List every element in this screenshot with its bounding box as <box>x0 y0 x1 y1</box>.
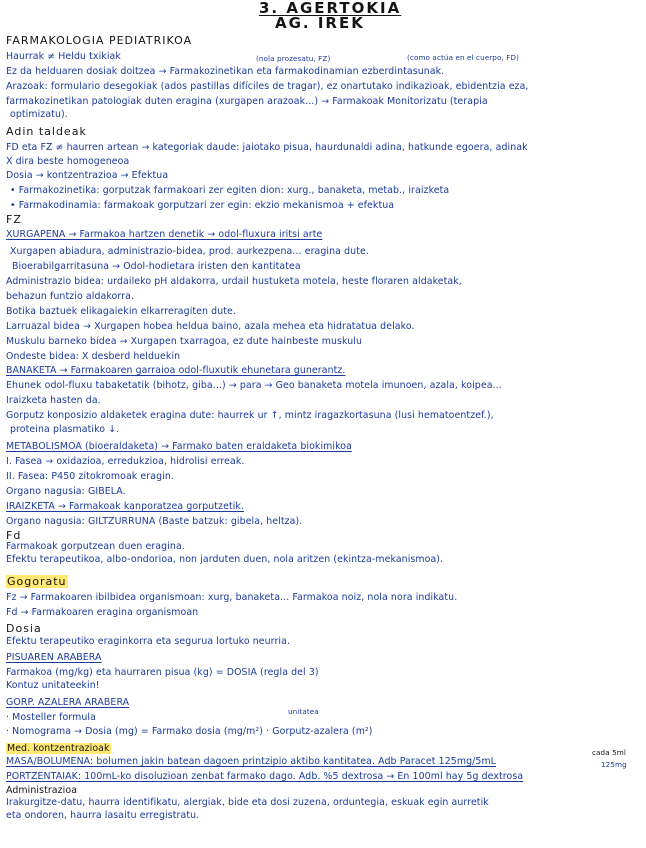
note-line: II. Fasea: P450 zitokromoak eragin. <box>6 471 174 482</box>
note-line: GORP. AZALERA ARABERA <box>6 697 130 708</box>
note-line: Bioerabilgarritasuna → Odol-hodietara iristen den kantitatea <box>12 261 301 272</box>
note-line: • Farmakodinamia: farmakoak gorputzari zer egin: ekzio mekanismoa + efektua <box>10 200 395 211</box>
note-line: Fd → Farmakoaren eragina organismoan <box>6 607 199 618</box>
note-line: Ehunek odol-fluxu tabaketatik (bihotz, giba...) → para → Geo banaketa motela imunoen, azala, koipea... <box>6 380 502 391</box>
section-heading: FZ <box>6 213 22 226</box>
note-line: Muskulu barneko bidea → Xurgapen txarragoa, ez dute hainbeste muskulu <box>6 336 363 347</box>
note-aside: 125mg <box>601 760 627 769</box>
section-heading: FARMAKOLOGIA PEDIATRIKOA <box>6 34 193 47</box>
note-line: Efektu terapeutiko eraginkorra eta segurua lortuko neurria. <box>6 636 291 647</box>
note-line: Botika baztuek elikagaiekin elkarreragiten dute. <box>6 306 236 317</box>
note-line: Efektu terapeutikoa, albo-ondorioa, non jarduten duen, nola aritzen (ekintza-mekanismoa). <box>6 554 444 565</box>
note-line: farmakozinetikan patologiak duten eragina (xurgapen arazoak...) → Farmakoak Monitorizatu (terapia <box>6 96 488 107</box>
note-line: IRAIZKETA → Farmakoak kanporatzea gorputzetik. <box>6 501 245 512</box>
page-subtitle: AG. IREK <box>275 14 365 32</box>
note-line: · Nomograma → Dosia (mg) = Farmako dosia (mg/m²) · Gorputz-azalera (m²) <box>6 726 373 737</box>
note-line: Irakurgitze-datu, haurra identifikatu, alergiak, bide eta dosi zuzena, orduntegia, eskuak egin aurretik <box>6 797 489 808</box>
section-heading <box>6 743 111 755</box>
note-line: • Farmakozinetika: gorputzak farmakoari zer egiten dion: xurg., banaketa, metab., iraizketa <box>10 185 450 196</box>
note-line: BANAKETA → Farmakoaren garraioa odol-fluxutik ehunetara gunerantz. <box>6 365 346 376</box>
note-line: I. Fasea → oxidazioa, erredukzioa, hidrolisi erreak. <box>6 456 245 467</box>
note-line: Xurgapen abiadura, administrazio-bidea, prod. aurkezpena... eragina dute. <box>10 246 369 257</box>
note-line: Organo nagusia: GILTZURRUNA (Baste batzuk: gibela, heltza). <box>6 516 303 527</box>
note-line: behazun funtzio aldakorra. <box>6 291 135 302</box>
page-title: 3. AGERTOKIA <box>259 0 402 17</box>
note-line: XURGAPENA → Farmakoa hartzen denetik → odol-fluxura iritsi arte <box>6 229 323 240</box>
note-line: Fz → Farmakoaren ibilbidea organismoan: xurg, banaketa... Farmakoa noiz, nola nora indikatu. <box>6 592 458 603</box>
section-heading: Fd <box>6 529 22 542</box>
highlighted-heading: Gogoratu <box>7 575 67 588</box>
note-line: Administrazio bidea: urdaileko pH aldakorra, urdail hustuketa motela, heste floraren aldaketak, <box>6 276 462 287</box>
note-aside: unitatea <box>288 707 319 716</box>
section-heading: Adin taldeak <box>6 125 87 138</box>
section-heading: Dosia <box>6 622 42 635</box>
note-line: PISUAREN ARABERA <box>6 652 102 663</box>
note-line: eta ondoren, haurra lasaitu erregistratu. <box>6 810 200 821</box>
note-line: FD eta FZ ≠ haurren artean → kategoriak daude: jaiotako pisua, haurdunaldi adina, hatkunde egoera, adinak <box>6 142 528 153</box>
note-aside: (nola prozesatu, FZ) <box>256 54 331 63</box>
note-line: PORTZENTAIAK: 100mL-ko disoluzioan zenbat farmako dago. Adb. %5 dextrosa → En 100ml hay 5g dextrosa <box>6 771 524 782</box>
note-line: Ondeste bidea: X desberd helduekin <box>6 351 181 362</box>
note-aside: cada 5ml <box>592 748 626 757</box>
note-line: Haurrak ≠ Heldu txikiak <box>6 51 121 62</box>
note-line: optimizatu). <box>10 109 68 120</box>
note-line: Kontuz unitateekin! <box>6 680 100 691</box>
note-line: METABOLISMOA (bioeraldaketa) → Farmako baten eraldaketa biokimikoa <box>6 441 352 452</box>
note-line: Ez da helduaren dosiak doitzea → Farmakozinetikan eta farmakodinamian ezberdintasunak. <box>6 66 445 77</box>
note-line: Gorputz konposizio aldaketek eragina dute: haurrek ur ↑, mintz iragazkortasuna (lusi hematoentzef.), <box>6 410 494 421</box>
note-line: proteina plasmatiko ↓. <box>10 424 120 435</box>
note-line: Farmakoa (mg/kg) eta haurraren pisua (kg) = DOSIA (regla del 3) <box>6 667 319 678</box>
note-aside: (como actúa en el cuerpo, FD) <box>407 53 520 62</box>
highlighted-heading: Med. kontzentrazioak <box>7 743 110 754</box>
section-heading <box>6 576 68 588</box>
note-line: Dosia → kontzentrazioa → Efektua <box>6 170 169 181</box>
note-line: X dira beste homogeneoa <box>6 156 130 167</box>
note-line: Iraizketa hasten da. <box>6 395 101 406</box>
note-line: · Mosteller formula <box>6 712 96 723</box>
section-heading: Administrazioa <box>6 785 78 796</box>
note-line: Farmakoak gorputzean duen eragina. <box>6 541 185 552</box>
note-line: Larruazal bidea → Xurgapen hobea heldua baino, azala mehea eta hidratatua delako. <box>6 321 415 332</box>
note-line: Arazoak: formulario desegokiak (ados pastillas difíciles de tragar), ez onartutako indikazioak, ebidentzia eza, <box>6 81 529 92</box>
note-line: MASA/BOLUMENA: bolumen jakin batean dagoen printzipio aktibo kantitatea. Adb Paracet 125mg/5mL <box>6 756 496 767</box>
note-line: Organo nagusia: GIBELA. <box>6 486 126 497</box>
